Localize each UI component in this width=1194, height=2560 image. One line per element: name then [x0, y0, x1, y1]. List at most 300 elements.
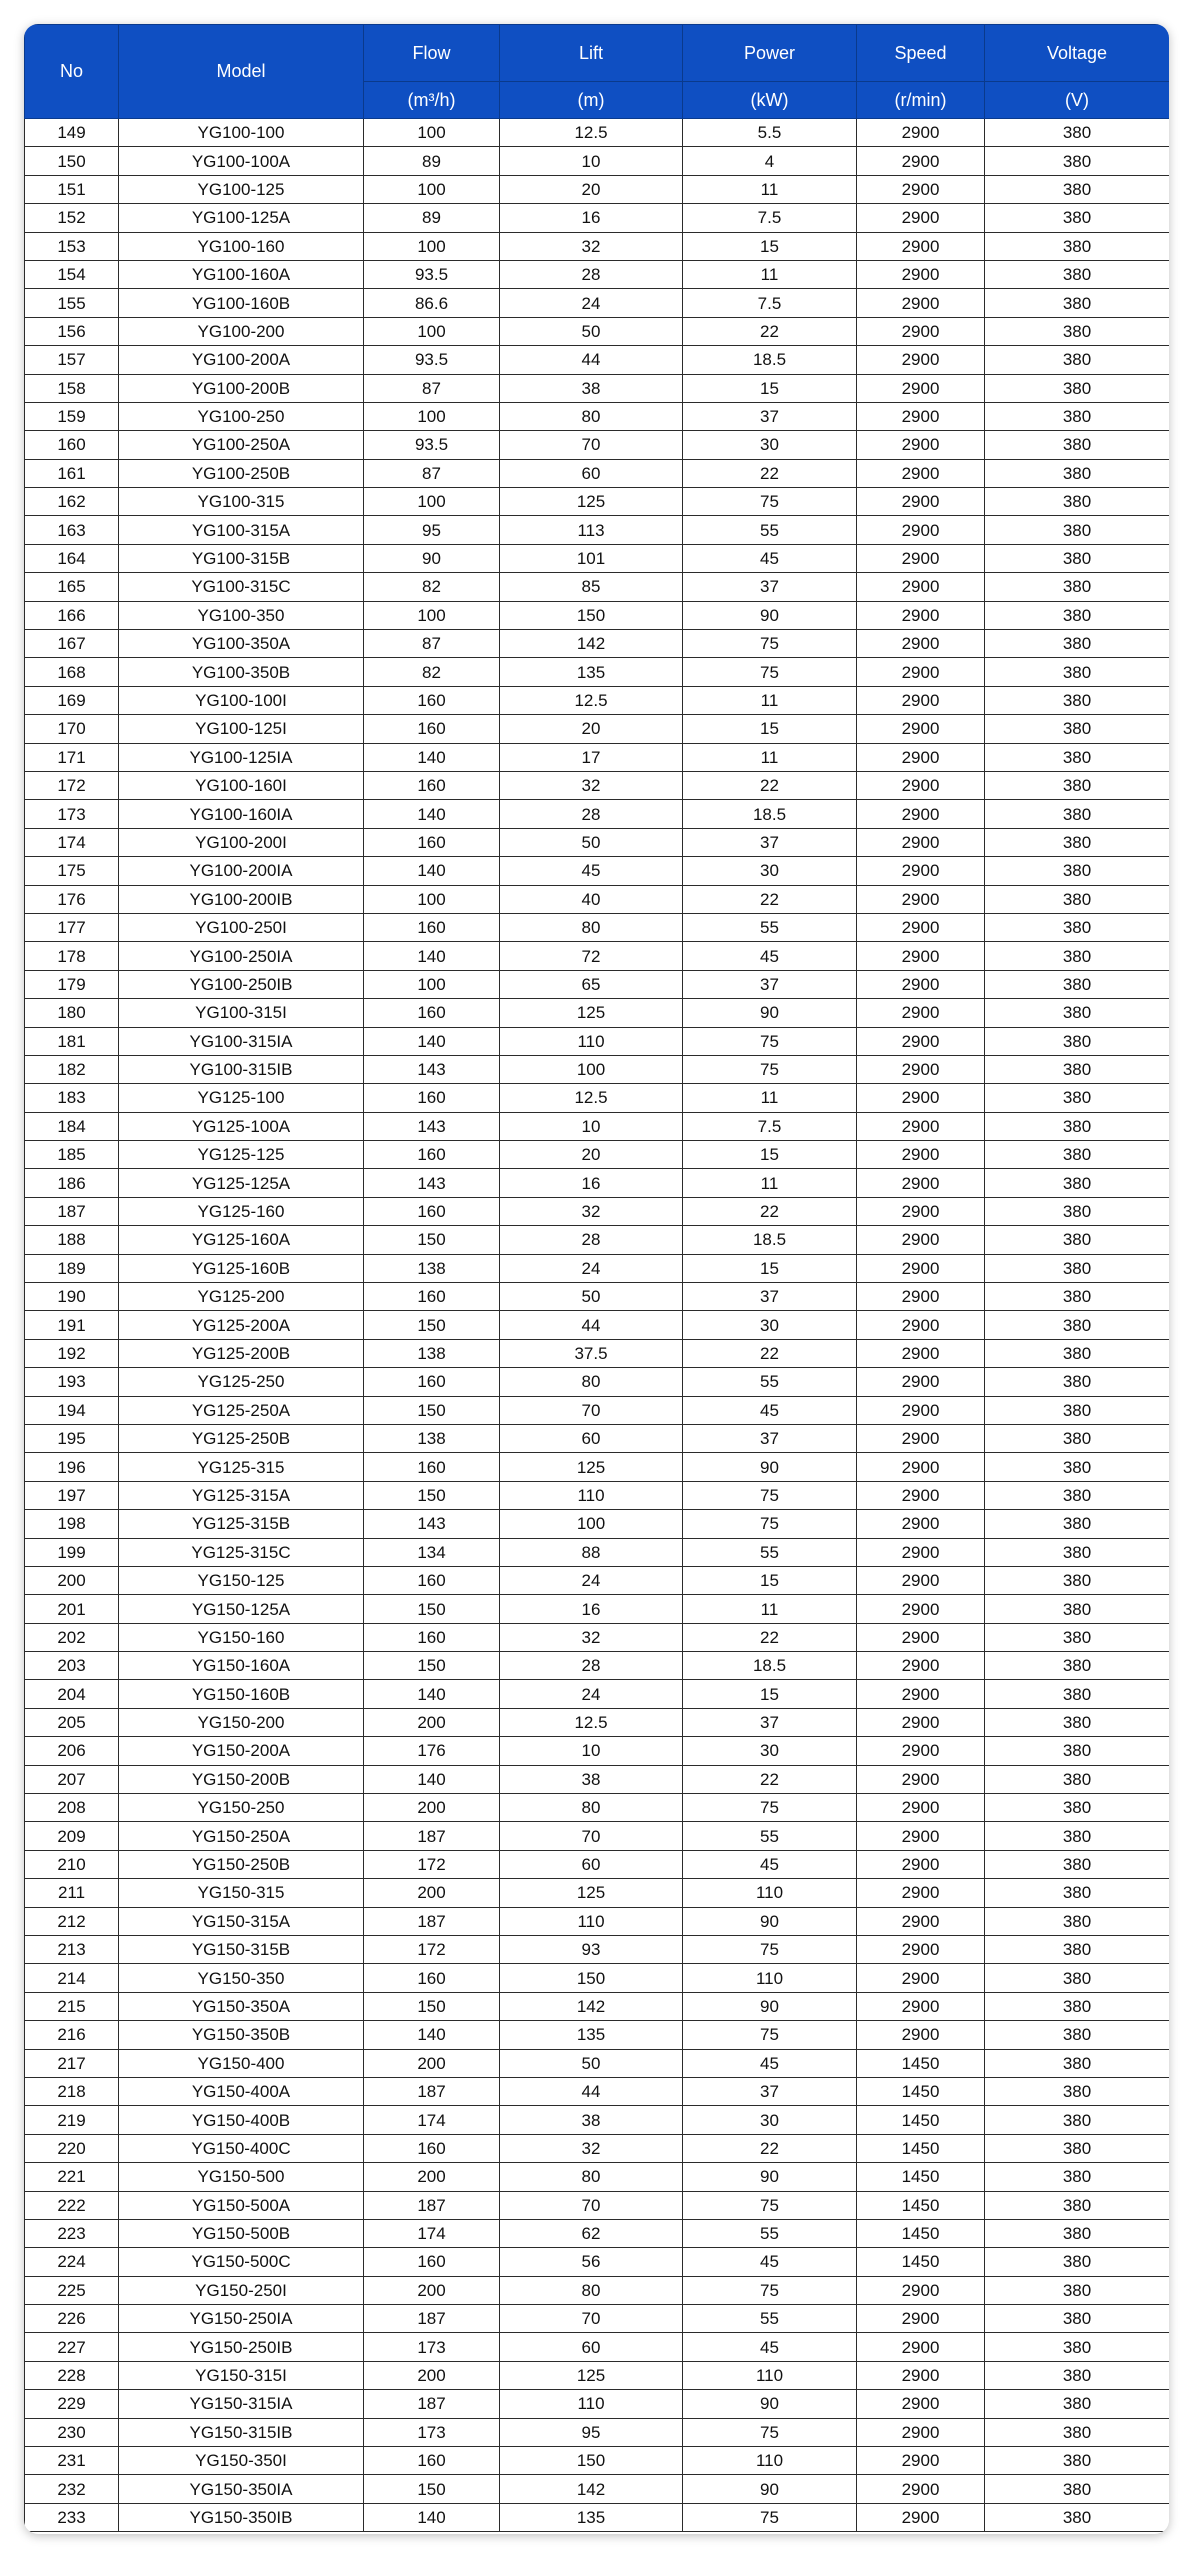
- table-row: [25, 1794, 1170, 1822]
- table-row: [25, 1112, 1170, 1140]
- cell-speed: 2900: [857, 630, 985, 658]
- table-row: [25, 913, 1170, 941]
- header-no: No: [25, 25, 119, 119]
- table-row: [25, 488, 1170, 516]
- table-row: [25, 1084, 1170, 1112]
- table-row: [25, 800, 1170, 828]
- cell-flow: 160: [364, 2134, 500, 2162]
- cell-lift: 70: [500, 1396, 683, 1424]
- cell-speed: 2900: [857, 346, 985, 374]
- cell-speed: 1450: [857, 2248, 985, 2276]
- table-row: [25, 2475, 1170, 2503]
- cell-no: 195: [25, 1424, 119, 1452]
- cell-model: YG125-315C: [119, 1538, 364, 1566]
- cell-power: 90: [683, 2475, 857, 2503]
- table-row: [25, 516, 1170, 544]
- cell-lift: 142: [500, 630, 683, 658]
- cell-voltage: 380: [985, 970, 1170, 998]
- table-row: [25, 402, 1170, 430]
- cell-flow: 200: [364, 2163, 500, 2191]
- cell-voltage: 380: [985, 1339, 1170, 1367]
- cell-lift: 50: [500, 828, 683, 856]
- cell-power: 30: [683, 1311, 857, 1339]
- cell-speed: 2900: [857, 1084, 985, 1112]
- cell-voltage: 380: [985, 544, 1170, 572]
- cell-speed: 2900: [857, 999, 985, 1027]
- cell-flow: 140: [364, 1027, 500, 1055]
- table-row: [25, 2333, 1170, 2361]
- table-row: [25, 857, 1170, 885]
- cell-no: 175: [25, 857, 119, 885]
- cell-no: 220: [25, 2134, 119, 2162]
- cell-power: 75: [683, 2021, 857, 2049]
- cell-power: 22: [683, 459, 857, 487]
- cell-power: 11: [683, 1084, 857, 1112]
- cell-model: YG150-400A: [119, 2077, 364, 2105]
- table-row: [25, 2361, 1170, 2389]
- cell-voltage: 380: [985, 2106, 1170, 2134]
- header-voltage: Voltage: [985, 25, 1170, 82]
- cell-speed: 2900: [857, 119, 985, 147]
- cell-lift: 32: [500, 232, 683, 260]
- cell-lift: 85: [500, 573, 683, 601]
- cell-no: 208: [25, 1794, 119, 1822]
- cell-speed: 2900: [857, 970, 985, 998]
- cell-model: YG125-200B: [119, 1339, 364, 1367]
- cell-flow: 172: [364, 1936, 500, 1964]
- cell-speed: 1450: [857, 2134, 985, 2162]
- cell-power: 15: [683, 715, 857, 743]
- cell-voltage: 380: [985, 175, 1170, 203]
- cell-model: YG100-125A: [119, 204, 364, 232]
- header-flow: Flow: [364, 25, 500, 82]
- cell-model: YG125-315: [119, 1453, 364, 1481]
- table-row: [25, 1141, 1170, 1169]
- cell-lift: 80: [500, 402, 683, 430]
- table-row: [25, 204, 1170, 232]
- cell-flow: 140: [364, 1680, 500, 1708]
- cell-speed: 2900: [857, 1311, 985, 1339]
- cell-flow: 143: [364, 1055, 500, 1083]
- cell-voltage: 380: [985, 1311, 1170, 1339]
- cell-model: YG100-315B: [119, 544, 364, 572]
- cell-speed: 2900: [857, 1623, 985, 1651]
- cell-model: YG100-250IB: [119, 970, 364, 998]
- cell-power: 18.5: [683, 1652, 857, 1680]
- cell-power: 75: [683, 1510, 857, 1538]
- cell-speed: 2900: [857, 1566, 985, 1594]
- table-row: [25, 2418, 1170, 2446]
- cell-voltage: 380: [985, 204, 1170, 232]
- cell-lift: 93: [500, 1936, 683, 1964]
- cell-model: YG125-250: [119, 1368, 364, 1396]
- cell-model: YG150-125A: [119, 1595, 364, 1623]
- cell-voltage: 380: [985, 516, 1170, 544]
- cell-model: YG125-125A: [119, 1169, 364, 1197]
- table-row: [25, 1510, 1170, 1538]
- cell-speed: 2900: [857, 885, 985, 913]
- cell-model: YG125-160A: [119, 1226, 364, 1254]
- cell-no: 157: [25, 346, 119, 374]
- cell-speed: 2900: [857, 1822, 985, 1850]
- table-row: [25, 317, 1170, 345]
- table-row: [25, 1027, 1170, 1055]
- cell-flow: 160: [364, 1283, 500, 1311]
- cell-speed: 2900: [857, 573, 985, 601]
- cell-speed: 2900: [857, 1112, 985, 1140]
- cell-voltage: 380: [985, 1481, 1170, 1509]
- unit-speed: (r/min): [857, 82, 985, 119]
- cell-power: 5.5: [683, 119, 857, 147]
- cell-model: YG150-200B: [119, 1765, 364, 1793]
- cell-flow: 160: [364, 1197, 500, 1225]
- cell-voltage: 380: [985, 1964, 1170, 1992]
- cell-lift: 38: [500, 374, 683, 402]
- cell-model: YG100-125I: [119, 715, 364, 743]
- cell-no: 214: [25, 1964, 119, 1992]
- cell-model: YG150-400: [119, 2049, 364, 2077]
- cell-speed: 2900: [857, 2361, 985, 2389]
- cell-flow: 150: [364, 1226, 500, 1254]
- cell-model: YG150-250I: [119, 2276, 364, 2304]
- cell-lift: 80: [500, 913, 683, 941]
- cell-model: YG150-125: [119, 1566, 364, 1594]
- cell-model: YG150-315IA: [119, 2390, 364, 2418]
- table-row: [25, 1879, 1170, 1907]
- cell-model: YG150-500B: [119, 2219, 364, 2247]
- cell-model: YG150-500C: [119, 2248, 364, 2276]
- cell-voltage: 380: [985, 1737, 1170, 1765]
- cell-flow: 187: [364, 1907, 500, 1935]
- cell-voltage: 380: [985, 1623, 1170, 1651]
- cell-flow: 143: [364, 1112, 500, 1140]
- cell-speed: 2900: [857, 1339, 985, 1367]
- cell-flow: 187: [364, 2390, 500, 2418]
- cell-speed: 2900: [857, 2333, 985, 2361]
- cell-model: YG150-500: [119, 2163, 364, 2191]
- cell-lift: 142: [500, 1992, 683, 2020]
- cell-no: 179: [25, 970, 119, 998]
- cell-flow: 172: [364, 1850, 500, 1878]
- cell-lift: 12.5: [500, 686, 683, 714]
- cell-flow: 140: [364, 942, 500, 970]
- cell-model: YG100-160I: [119, 771, 364, 799]
- cell-lift: 125: [500, 999, 683, 1027]
- cell-speed: 2900: [857, 2305, 985, 2333]
- table-row: [25, 459, 1170, 487]
- cell-no: 207: [25, 1765, 119, 1793]
- cell-voltage: 380: [985, 346, 1170, 374]
- cell-no: 188: [25, 1226, 119, 1254]
- cell-model: YG150-350I: [119, 2447, 364, 2475]
- cell-voltage: 380: [985, 1510, 1170, 1538]
- table-row: [25, 119, 1170, 147]
- cell-power: 90: [683, 601, 857, 629]
- cell-no: 230: [25, 2418, 119, 2446]
- cell-lift: 20: [500, 175, 683, 203]
- cell-no: 197: [25, 1481, 119, 1509]
- cell-model: YG100-100: [119, 119, 364, 147]
- cell-speed: 2900: [857, 2475, 985, 2503]
- cell-speed: 2900: [857, 1226, 985, 1254]
- cell-flow: 87: [364, 630, 500, 658]
- cell-flow: 87: [364, 459, 500, 487]
- cell-model: YG125-315A: [119, 1481, 364, 1509]
- cell-model: YG125-100: [119, 1084, 364, 1112]
- cell-power: 7.5: [683, 204, 857, 232]
- cell-no: 156: [25, 317, 119, 345]
- cell-lift: 16: [500, 204, 683, 232]
- cell-flow: 160: [364, 828, 500, 856]
- cell-voltage: 380: [985, 2503, 1170, 2531]
- cell-no: 210: [25, 1850, 119, 1878]
- cell-speed: 2900: [857, 2276, 985, 2304]
- cell-lift: 56: [500, 2248, 683, 2276]
- cell-voltage: 380: [985, 1226, 1170, 1254]
- cell-no: 180: [25, 999, 119, 1027]
- cell-model: YG100-125: [119, 175, 364, 203]
- cell-speed: 2900: [857, 771, 985, 799]
- table-row: [25, 2248, 1170, 2276]
- cell-voltage: 380: [985, 1595, 1170, 1623]
- cell-flow: 160: [364, 1453, 500, 1481]
- cell-lift: 125: [500, 488, 683, 516]
- cell-voltage: 380: [985, 1992, 1170, 2020]
- cell-model: YG100-200IB: [119, 885, 364, 913]
- cell-power: 55: [683, 913, 857, 941]
- unit-flow: (m³/h): [364, 82, 500, 119]
- cell-power: 30: [683, 857, 857, 885]
- table-row: [25, 715, 1170, 743]
- cell-speed: 2900: [857, 232, 985, 260]
- table-row: [25, 1623, 1170, 1651]
- table-row: [25, 1595, 1170, 1623]
- cell-flow: 100: [364, 885, 500, 913]
- cell-speed: 2900: [857, 1992, 985, 2020]
- cell-speed: 2900: [857, 1283, 985, 1311]
- cell-power: 37: [683, 573, 857, 601]
- cell-flow: 150: [364, 1396, 500, 1424]
- cell-lift: 20: [500, 1141, 683, 1169]
- cell-flow: 160: [364, 2447, 500, 2475]
- cell-no: 152: [25, 204, 119, 232]
- cell-speed: 2900: [857, 743, 985, 771]
- cell-flow: 160: [364, 1084, 500, 1112]
- cell-lift: 150: [500, 2447, 683, 2475]
- table-row: [25, 2276, 1170, 2304]
- cell-no: 160: [25, 431, 119, 459]
- cell-no: 161: [25, 459, 119, 487]
- cell-voltage: 380: [985, 1765, 1170, 1793]
- cell-flow: 160: [364, 913, 500, 941]
- cell-voltage: 380: [985, 2418, 1170, 2446]
- cell-voltage: 380: [985, 1283, 1170, 1311]
- table-row: [25, 2390, 1170, 2418]
- table-row: [25, 2049, 1170, 2077]
- cell-flow: 160: [364, 686, 500, 714]
- cell-no: 190: [25, 1283, 119, 1311]
- table-row: [25, 1907, 1170, 1935]
- cell-flow: 89: [364, 204, 500, 232]
- cell-lift: 38: [500, 1765, 683, 1793]
- cell-model: YG100-350: [119, 601, 364, 629]
- cell-voltage: 380: [985, 2049, 1170, 2077]
- cell-speed: 2900: [857, 260, 985, 288]
- cell-model: YG100-200A: [119, 346, 364, 374]
- cell-power: 75: [683, 1794, 857, 1822]
- cell-voltage: 380: [985, 147, 1170, 175]
- table-row: [25, 1055, 1170, 1083]
- cell-model: YG150-350IA: [119, 2475, 364, 2503]
- cell-flow: 200: [364, 2361, 500, 2389]
- cell-power: 7.5: [683, 1112, 857, 1140]
- cell-no: 205: [25, 1708, 119, 1736]
- table-row: [25, 2305, 1170, 2333]
- cell-model: YG100-100I: [119, 686, 364, 714]
- cell-no: 225: [25, 2276, 119, 2304]
- cell-flow: 150: [364, 1652, 500, 1680]
- cell-no: 187: [25, 1197, 119, 1225]
- cell-model: YG100-315IB: [119, 1055, 364, 1083]
- cell-voltage: 380: [985, 2077, 1170, 2105]
- cell-lift: 80: [500, 2163, 683, 2191]
- cell-speed: 2900: [857, 1254, 985, 1282]
- table-row: [25, 2219, 1170, 2247]
- cell-no: 218: [25, 2077, 119, 2105]
- cell-speed: 2900: [857, 1652, 985, 1680]
- cell-voltage: 380: [985, 1169, 1170, 1197]
- cell-speed: 2900: [857, 2418, 985, 2446]
- cell-flow: 173: [364, 2418, 500, 2446]
- cell-power: 110: [683, 2447, 857, 2475]
- cell-lift: 44: [500, 2077, 683, 2105]
- cell-model: YG150-315IB: [119, 2418, 364, 2446]
- cell-flow: 87: [364, 374, 500, 402]
- table-row: [25, 1708, 1170, 1736]
- cell-speed: 2900: [857, 715, 985, 743]
- cell-lift: 150: [500, 601, 683, 629]
- cell-voltage: 380: [985, 1652, 1170, 1680]
- cell-speed: 2900: [857, 1368, 985, 1396]
- cell-flow: 160: [364, 1368, 500, 1396]
- table-row: [25, 2077, 1170, 2105]
- cell-voltage: 380: [985, 2447, 1170, 2475]
- table-row: [25, 2163, 1170, 2191]
- cell-speed: 2900: [857, 800, 985, 828]
- cell-flow: 140: [364, 800, 500, 828]
- cell-power: 15: [683, 1566, 857, 1594]
- cell-lift: 60: [500, 1850, 683, 1878]
- cell-power: 37: [683, 828, 857, 856]
- header-speed: Speed: [857, 25, 985, 82]
- cell-flow: 100: [364, 232, 500, 260]
- cell-no: 155: [25, 289, 119, 317]
- cell-lift: 135: [500, 2503, 683, 2531]
- cell-flow: 187: [364, 1822, 500, 1850]
- cell-voltage: 380: [985, 1141, 1170, 1169]
- cell-model: YG100-315C: [119, 573, 364, 601]
- cell-model: YG100-315IA: [119, 1027, 364, 1055]
- cell-speed: 2900: [857, 1907, 985, 1935]
- cell-model: YG150-350A: [119, 1992, 364, 2020]
- cell-voltage: 380: [985, 1084, 1170, 1112]
- cell-model: YG150-350B: [119, 2021, 364, 2049]
- cell-flow: 100: [364, 970, 500, 998]
- cell-power: 4: [683, 147, 857, 175]
- cell-lift: 60: [500, 1424, 683, 1452]
- cell-power: 75: [683, 488, 857, 516]
- cell-no: 227: [25, 2333, 119, 2361]
- cell-no: 200: [25, 1566, 119, 1594]
- cell-model: YG125-250B: [119, 1424, 364, 1452]
- cell-no: 226: [25, 2305, 119, 2333]
- cell-flow: 143: [364, 1169, 500, 1197]
- cell-flow: 140: [364, 743, 500, 771]
- cell-lift: 72: [500, 942, 683, 970]
- cell-power: 37: [683, 1708, 857, 1736]
- cell-flow: 82: [364, 573, 500, 601]
- cell-flow: 160: [364, 715, 500, 743]
- cell-voltage: 380: [985, 771, 1170, 799]
- table-row: [25, 1737, 1170, 1765]
- cell-voltage: 380: [985, 686, 1170, 714]
- cell-no: 168: [25, 658, 119, 686]
- cell-speed: 2900: [857, 601, 985, 629]
- cell-no: 219: [25, 2106, 119, 2134]
- cell-power: 15: [683, 1254, 857, 1282]
- cell-voltage: 380: [985, 260, 1170, 288]
- cell-power: 55: [683, 1538, 857, 1566]
- cell-voltage: 380: [985, 289, 1170, 317]
- cell-no: 198: [25, 1510, 119, 1538]
- cell-model: YG150-350: [119, 1964, 364, 1992]
- cell-speed: 2900: [857, 1027, 985, 1055]
- cell-model: YG100-250IA: [119, 942, 364, 970]
- cell-model: YG125-250A: [119, 1396, 364, 1424]
- cell-lift: 125: [500, 1879, 683, 1907]
- cell-lift: 60: [500, 459, 683, 487]
- cell-power: 75: [683, 1936, 857, 1964]
- table-row: [25, 1964, 1170, 1992]
- cell-voltage: 380: [985, 1027, 1170, 1055]
- cell-speed: 2900: [857, 857, 985, 885]
- cell-no: 224: [25, 2248, 119, 2276]
- cell-flow: 200: [364, 2276, 500, 2304]
- table-row: [25, 771, 1170, 799]
- cell-flow: 150: [364, 1481, 500, 1509]
- cell-voltage: 380: [985, 1794, 1170, 1822]
- cell-no: 213: [25, 1936, 119, 1964]
- cell-flow: 86.6: [364, 289, 500, 317]
- cell-speed: 2900: [857, 147, 985, 175]
- cell-lift: 10: [500, 1112, 683, 1140]
- cell-voltage: 380: [985, 2248, 1170, 2276]
- cell-no: 222: [25, 2191, 119, 2219]
- table-row: [25, 1396, 1170, 1424]
- cell-flow: 187: [364, 2305, 500, 2333]
- cell-no: 231: [25, 2447, 119, 2475]
- cell-flow: 174: [364, 2106, 500, 2134]
- cell-model: YG100-250: [119, 402, 364, 430]
- table-row: [25, 1254, 1170, 1282]
- table-row: [25, 260, 1170, 288]
- table-row: [25, 1169, 1170, 1197]
- cell-model: YG100-315A: [119, 516, 364, 544]
- cell-power: 75: [683, 2418, 857, 2446]
- cell-voltage: 380: [985, 2163, 1170, 2191]
- table-header: [25, 25, 1170, 119]
- cell-speed: 2900: [857, 1538, 985, 1566]
